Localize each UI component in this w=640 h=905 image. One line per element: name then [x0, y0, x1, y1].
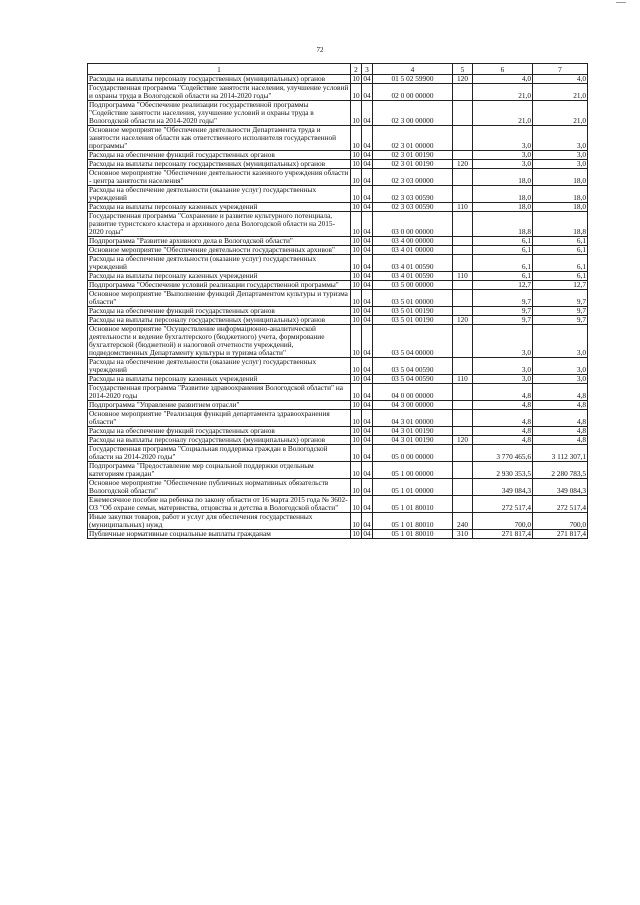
- expense-type-code: [453, 101, 473, 126]
- subsection-code: 04: [362, 462, 373, 479]
- amount-2018: 3,0: [533, 151, 588, 160]
- table-row: [88, 151, 588, 160]
- table-row: [88, 237, 588, 246]
- row-name: Основное мероприятие "Обеспечение деятельности казенного учреждения области - центра занятости населения": [88, 169, 351, 186]
- section-code: 10: [352, 150, 360, 159]
- expense-type-code: 120: [453, 160, 473, 169]
- expense-type-code: [453, 358, 473, 375]
- expense-type-code: [453, 445, 473, 462]
- target-article-code: 05 0 00 00000: [373, 445, 453, 462]
- row-name: Расходы на обеспечение деятельности (оказание услуг) государственных учреждений: [88, 358, 351, 375]
- amount-2018: 6,1: [533, 237, 588, 246]
- amount-2017: 3,0: [473, 160, 533, 169]
- row-name: Расходы на выплаты персоналу казенных учреждений: [88, 375, 351, 384]
- table-row: [88, 530, 588, 539]
- row-name: Государственная программа "Развитие здравоохранения Вологодской области" на 2014-2020 годы: [88, 384, 351, 401]
- amount-2017: 3,0: [473, 151, 533, 160]
- section-code: 10: [352, 374, 360, 383]
- section-code: 10: [351, 290, 362, 307]
- column-header: 4: [373, 64, 453, 75]
- table-body: [88, 75, 588, 539]
- expense-type-code: [453, 384, 473, 401]
- column-header: 6: [473, 64, 533, 75]
- amount-2018: 4,8: [533, 427, 588, 436]
- amount-2018: 349 084,3: [533, 479, 588, 496]
- target-article-code: 02 3 03 00000: [373, 169, 453, 186]
- amount-2017: 4,8: [473, 436, 533, 445]
- target-article-code: 05 1 01 00000: [373, 479, 453, 496]
- row-name: Подпрограмма "Управление развитием отрасли": [88, 401, 351, 410]
- row-name: Основное мероприятие "Обеспечение деятельности Департамента труда и занятости населения области как ответственного исполнителя государственной программы": [88, 126, 351, 151]
- row-name: Государственная программа "Содействие занятости населения, улучшение условий и охраны труда в Вологодской области на 2014-2020 годы": [88, 84, 351, 101]
- table-row: [88, 290, 588, 307]
- target-article-code: 03 5 00 00000: [373, 281, 453, 290]
- amount-2018: 6,1: [533, 246, 588, 255]
- subsection-code: 04: [362, 84, 373, 101]
- target-article-code: 03 5 04 00590: [373, 358, 453, 375]
- row-name: Расходы на выплаты персоналу государственных (муниципальных) органов: [88, 75, 351, 84]
- target-article-code: 03 5 04 00590: [373, 375, 453, 384]
- section-code: 10: [352, 435, 360, 444]
- row-name: Расходы на обеспечение функций государственных органов: [88, 427, 351, 436]
- table-row: [88, 384, 588, 401]
- target-article-code: 02 0 00 00000: [373, 84, 453, 101]
- subsection-code: 04: [362, 513, 373, 530]
- amount-2018: 21,0: [533, 101, 588, 126]
- table-row: [88, 246, 588, 255]
- table-row: [88, 212, 588, 237]
- table-row: [88, 401, 588, 410]
- expense-type-code: [453, 151, 473, 160]
- amount-2017: 6,1: [473, 246, 533, 255]
- subsection-code: 04: [362, 358, 373, 375]
- amount-2017: 3,0: [473, 358, 533, 375]
- expense-type-code: [453, 281, 473, 290]
- row-name: Расходы на выплаты персоналу государственных (муниципальных) органов: [88, 436, 351, 445]
- column-header: 5: [453, 64, 473, 75]
- amount-2017: 12,7: [473, 281, 533, 290]
- subsection-code: 04: [363, 529, 371, 538]
- table-row: [88, 325, 588, 358]
- amount-2018: 3,0: [533, 375, 588, 384]
- subsection-code: 04: [363, 236, 371, 245]
- header-row: [88, 64, 588, 75]
- subsection-code: 04: [363, 315, 371, 324]
- target-article-code: 03 5 01 00000: [373, 290, 453, 307]
- target-article-code: 03 5 04 00000: [373, 325, 453, 358]
- target-article-code: 03 0 00 00000: [373, 212, 453, 237]
- amount-2018: 12,7: [533, 281, 588, 290]
- amount-2017: 6,1: [473, 272, 533, 281]
- subsection-code: 04: [362, 212, 373, 237]
- table-row: [88, 186, 588, 203]
- subsection-code: 04: [362, 255, 373, 272]
- subsection-code: 04: [363, 245, 371, 254]
- expense-type-code: [453, 479, 473, 496]
- section-code: 10: [351, 410, 362, 427]
- subsection-code: 04: [363, 150, 371, 159]
- expense-type-code: [453, 126, 473, 151]
- subsection-code: 04: [363, 426, 371, 435]
- amount-2017: 3 770 465,6: [473, 445, 533, 462]
- table-row: [88, 272, 588, 281]
- row-name: Иные закупки товаров, работ и услуг для обеспечения государственных (муниципальных) нужд: [88, 513, 351, 530]
- amount-2017: 271 817,4: [473, 530, 533, 539]
- target-article-code: 02 3 01 00190: [373, 160, 453, 169]
- section-code: 10: [352, 315, 360, 324]
- expense-type-code: [453, 186, 473, 203]
- amount-2018: 3,0: [533, 358, 588, 375]
- subsection-code: 04: [363, 435, 371, 444]
- expense-type-code: [453, 212, 473, 237]
- table-row: [88, 126, 588, 151]
- amount-2017: 3,0: [473, 325, 533, 358]
- amount-2017: 6,1: [473, 255, 533, 272]
- section-code: 10: [352, 236, 360, 245]
- subsection-code: 04: [363, 271, 371, 280]
- expense-type-code: [453, 410, 473, 427]
- table-row: [88, 307, 588, 316]
- expense-type-code: [453, 237, 473, 246]
- row-name: Основное мероприятие "Обеспечение деятельности государственных архивов": [88, 246, 351, 255]
- amount-2018: 3,0: [533, 126, 588, 151]
- expense-type-code: [453, 84, 473, 101]
- amount-2017: 4,0: [473, 75, 533, 84]
- page-number: 72: [316, 46, 324, 54]
- amount-2018: 3,0: [533, 325, 588, 358]
- amount-2017: 2 930 353,5: [473, 462, 533, 479]
- target-article-code: 04 3 01 00000: [373, 410, 453, 427]
- row-name: Расходы на выплаты персоналу государственных (муниципальных) органов: [88, 160, 351, 169]
- table-row: [88, 479, 588, 496]
- expense-type-code: [453, 401, 473, 410]
- subsection-code: 04: [362, 290, 373, 307]
- table-row: [88, 203, 588, 212]
- expense-type-code: [453, 307, 473, 316]
- section-code: 10: [351, 186, 362, 203]
- row-name: Публичные нормативные социальные выплаты гражданам: [88, 530, 351, 539]
- target-article-code: 02 3 01 00190: [373, 151, 453, 160]
- amount-2017: 18,0: [473, 186, 533, 203]
- target-article-code: 03 4 01 00590: [373, 272, 453, 281]
- amount-2017: 18,0: [473, 203, 533, 212]
- section-code: 10: [351, 384, 362, 401]
- target-article-code: 03 5 01 00190: [373, 316, 453, 325]
- expense-type-code: 110: [453, 375, 473, 384]
- amount-2018: 6,1: [533, 272, 588, 281]
- target-article-code: 05 1 01 80010: [373, 513, 453, 530]
- target-article-code: 04 0 00 00000: [373, 384, 453, 401]
- subsection-code: 04: [363, 202, 371, 211]
- row-name: Расходы на обеспечение деятельности (оказание услуг) государственных учреждений: [88, 186, 351, 203]
- expense-type-code: 110: [453, 203, 473, 212]
- expense-type-code: 120: [453, 436, 473, 445]
- expense-type-code: 310: [453, 530, 473, 539]
- amount-2018: 6,1: [533, 255, 588, 272]
- subsection-code: 04: [362, 101, 373, 126]
- row-name: Расходы на выплаты персоналу казенных учреждений: [88, 272, 351, 281]
- amount-2018: 9,7: [533, 290, 588, 307]
- table-row: [88, 436, 588, 445]
- table-row: [88, 101, 588, 126]
- subsection-code: 04: [362, 445, 373, 462]
- section-code: 10: [352, 159, 360, 168]
- table-row: [88, 496, 588, 513]
- table-row: [88, 445, 588, 462]
- expense-type-code: 240: [453, 513, 473, 530]
- target-article-code: 03 5 01 00190: [373, 307, 453, 316]
- amount-2018: 2 280 783,5: [533, 462, 588, 479]
- expense-type-code: [453, 246, 473, 255]
- amount-2017: 700,0: [473, 513, 533, 530]
- expense-type-code: 120: [453, 316, 473, 325]
- expense-type-code: [453, 169, 473, 186]
- section-code: 10: [351, 169, 362, 186]
- amount-2018: 18,0: [533, 203, 588, 212]
- amount-2017: 9,7: [473, 307, 533, 316]
- section-code: 10: [352, 202, 360, 211]
- subsection-code: 04: [362, 325, 373, 358]
- row-name: Подпрограмма "Развитие архивного дела в Вологодской области": [88, 237, 351, 246]
- target-article-code: 03 4 00 00000: [373, 237, 453, 246]
- table-row: [88, 375, 588, 384]
- section-code: 10: [351, 513, 362, 530]
- subsection-code: 04: [363, 74, 371, 83]
- section-code: 10: [351, 84, 362, 101]
- row-name: Подпрограмма "Предоставление мер социальной поддержки отдельным категориям граждан": [88, 462, 351, 479]
- section-code: 10: [351, 445, 362, 462]
- section-code: 10: [351, 126, 362, 151]
- expense-type-code: [453, 255, 473, 272]
- expense-type-code: 110: [453, 272, 473, 281]
- subsection-code: 04: [362, 479, 373, 496]
- subsection-code: 04: [363, 159, 371, 168]
- target-article-code: 03 4 01 00590: [373, 255, 453, 272]
- amount-2018: 9,7: [533, 316, 588, 325]
- section-code: 10: [351, 255, 362, 272]
- column-header: 1: [88, 64, 351, 75]
- row-name: Расходы на обеспечение деятельности (оказание услуг) государственных учреждений: [88, 255, 351, 272]
- section-code: 10: [352, 400, 360, 409]
- row-name: Расходы на выплаты персоналу казенных учреждений: [88, 203, 351, 212]
- table-row: [88, 316, 588, 325]
- row-name: Государственная программа "Сохранение и развитие культурного потенциала, развитие туристского кластера и архивного дела Вологодской области на 2015-2020 годы": [88, 212, 351, 237]
- section-code: 10: [352, 245, 360, 254]
- table-row: [88, 255, 588, 272]
- amount-2017: 3,0: [473, 126, 533, 151]
- section-code: 10: [352, 280, 360, 289]
- section-code: 10: [351, 358, 362, 375]
- subsection-code: 04: [363, 374, 371, 383]
- table-row: [88, 169, 588, 186]
- amount-2017: 4,8: [473, 384, 533, 401]
- amount-2018: 4,0: [533, 75, 588, 84]
- section-code: 10: [351, 101, 362, 126]
- row-name: Основное мероприятие "Выполнение функций Департаментом культуры и туризма области": [88, 290, 351, 307]
- amount-2017: 18,0: [473, 169, 533, 186]
- table-row: [88, 358, 588, 375]
- amount-2017: 4,8: [473, 427, 533, 436]
- amount-2018: 4,8: [533, 410, 588, 427]
- row-name: Основное мероприятие "Осуществление информационно-аналитической деятельности и ведение бухгалтерского (бюджетного) учета, формирование бухгалтерской (бюджетной) и налоговой отчетности учреждений, подведомственных Департаменту культуры и туризма области": [88, 325, 351, 358]
- row-name: Государственная программа "Социальная поддержка граждан в Вологодской области на 2014-2020 годы": [88, 445, 351, 462]
- expense-type-code: [453, 496, 473, 513]
- target-article-code: 02 3 01 00000: [373, 126, 453, 151]
- section-code: 10: [351, 496, 362, 513]
- amount-2018: 4,8: [533, 401, 588, 410]
- amount-2018: 21,0: [533, 84, 588, 101]
- amount-2018: 3,0: [533, 160, 588, 169]
- target-article-code: 04 3 01 00190: [373, 427, 453, 436]
- section-code: 10: [352, 529, 360, 538]
- expense-type-code: [453, 462, 473, 479]
- row-name: Подпрограмма "Обеспечение условий реализации государственной программы": [88, 281, 351, 290]
- amount-2018: 18,8: [533, 212, 588, 237]
- section-code: 10: [352, 271, 360, 280]
- target-article-code: 04 3 01 00190: [373, 436, 453, 445]
- subsection-code: 04: [363, 400, 371, 409]
- table-row: [88, 410, 588, 427]
- target-article-code: 02 3 00 00000: [373, 101, 453, 126]
- table-row: [88, 281, 588, 290]
- amount-2017: 3,0: [473, 375, 533, 384]
- section-code: 10: [351, 212, 362, 237]
- amount-2017: 6,1: [473, 237, 533, 246]
- target-article-code: 02 3 03 00590: [373, 186, 453, 203]
- subsection-code: 04: [362, 410, 373, 427]
- table-row: [88, 84, 588, 101]
- amount-2017: 9,7: [473, 290, 533, 307]
- expense-type-code: [453, 290, 473, 307]
- subsection-code: 04: [362, 169, 373, 186]
- expense-type-code: [453, 427, 473, 436]
- subsection-code: 04: [362, 384, 373, 401]
- row-name: Подпрограмма "Обеспечение реализации государственной программы "Содействие занятости населения, улучшение условий и охраны труда в Вологодской области на 2014-2020 годы": [88, 101, 351, 126]
- amount-2017: 9,7: [473, 316, 533, 325]
- target-article-code: 05 1 01 80010: [373, 496, 453, 513]
- section-code: 10: [351, 479, 362, 496]
- amount-2018: 3 112 307,1: [533, 445, 588, 462]
- amount-2017: 18,8: [473, 212, 533, 237]
- table-row: [88, 462, 588, 479]
- table-row: [88, 427, 588, 436]
- amount-2017: 21,0: [473, 84, 533, 101]
- target-article-code: 01 5 02 59900: [373, 75, 453, 84]
- amount-2018: 18,0: [533, 169, 588, 186]
- table-row: [88, 160, 588, 169]
- target-article-code: 02 3 03 00590: [373, 203, 453, 212]
- amount-2017: 272 517,4: [473, 496, 533, 513]
- subsection-code: 04: [362, 126, 373, 151]
- amount-2018: 4,8: [533, 384, 588, 401]
- column-header: 7: [533, 64, 588, 75]
- amount-2018: 272 517,4: [533, 496, 588, 513]
- amount-2018: 271 817,4: [533, 530, 588, 539]
- expense-type-code: [453, 325, 473, 358]
- target-article-code: 03 4 01 00000: [373, 246, 453, 255]
- subsection-code: 04: [363, 280, 371, 289]
- amount-2018: 700,0: [533, 513, 588, 530]
- expense-type-code: 120: [453, 75, 473, 84]
- amount-2018: 18,0: [533, 186, 588, 203]
- amount-2017: 4,8: [473, 401, 533, 410]
- row-name: Расходы на выплаты персоналу государственных (муниципальных) органов: [88, 316, 351, 325]
- subsection-code: 04: [363, 306, 371, 315]
- scan-artifact: [616, 2, 626, 9]
- subsection-code: 04: [362, 496, 373, 513]
- subsection-code: 04: [362, 186, 373, 203]
- table-row: [88, 75, 588, 84]
- amount-2017: 349 084,3: [473, 479, 533, 496]
- target-article-code: 05 1 01 80010: [373, 530, 453, 539]
- column-header: 2: [351, 64, 362, 75]
- section-code: 10: [352, 74, 360, 83]
- amount-2017: 4,8: [473, 410, 533, 427]
- section-code: 10: [352, 306, 360, 315]
- amount-2017: 21,0: [473, 101, 533, 126]
- section-code: 10: [351, 462, 362, 479]
- budget-table: [87, 63, 588, 539]
- target-article-code: 05 1 00 00000: [373, 462, 453, 479]
- amount-2018: 9,7: [533, 307, 588, 316]
- section-code: 10: [352, 426, 360, 435]
- row-name: Ежемесячное пособие на ребенка по закону области от 16 марта 2015 года № 3602-ОЗ "Об охране семьи, материнства, отцовства и детства в Вологодской области": [88, 496, 351, 513]
- amount-2018: 4,8: [533, 436, 588, 445]
- row-name: Основное мероприятие "Обеспечение публичных нормативных обязательств Вологодской области": [88, 479, 351, 496]
- row-name: Расходы на обеспечение функций государственных органов: [88, 151, 351, 160]
- table-row: [88, 513, 588, 530]
- target-article-code: 04 3 00 00000: [373, 401, 453, 410]
- column-header: 3: [362, 64, 373, 75]
- section-code: 10: [351, 325, 362, 358]
- row-name: Расходы на обеспечение функций государственных органов: [88, 307, 351, 316]
- row-name: Основное мероприятие "Реализация функций департамента здравоохранения области": [88, 410, 351, 427]
